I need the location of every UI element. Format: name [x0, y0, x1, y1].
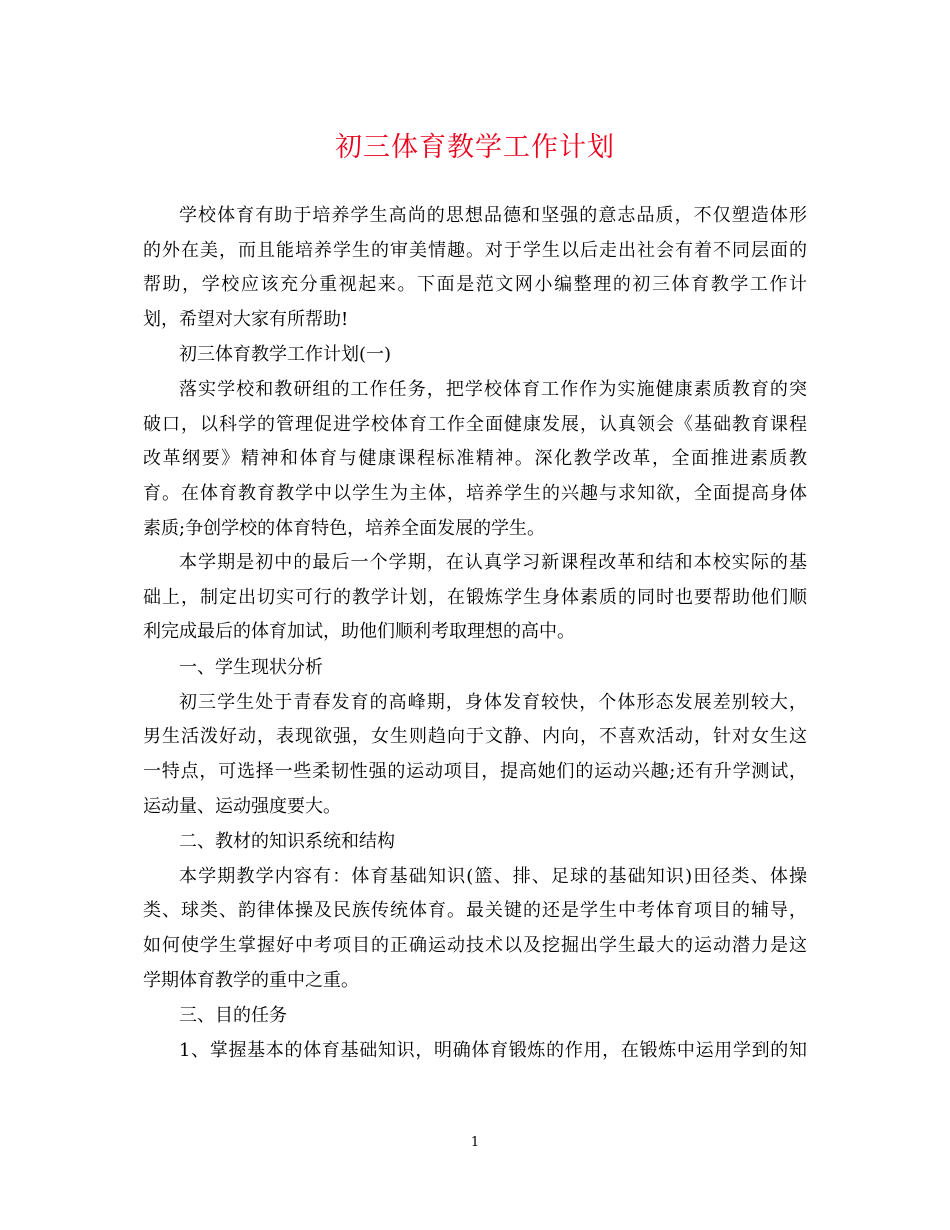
paragraph-line: 如何使学生掌握好中考项目的正确运动技术以及挖掘出学生最大的运动潜力是这	[143, 935, 807, 957]
page-title: 初三体育教学工作计划	[335, 132, 615, 163]
paragraph	[143, 1034, 807, 1069]
paragraph	[143, 546, 807, 650]
paragraph-line: 破口，以科学的管理促进学校体育工作全面健康发展，认真领会《基础教育课程	[143, 413, 807, 435]
paragraph-line: 础上，制定出切实可行的教学计划，在锻炼学生身体素质的同时也要帮助他们顺	[143, 586, 807, 608]
paragraph-line: 本学期教学内容有：体育基础知识(篮、排、足球的基础知识)田径类、体操	[179, 865, 807, 887]
section-heading: 一、学生现状分析	[179, 656, 323, 678]
page-number: 1	[470, 1135, 480, 1150]
paragraph	[143, 686, 807, 824]
paragraph-line: 育。在体育教育教学中以学生为主体，培养学生的兴趣与求知欲，全面提高身体	[143, 482, 807, 504]
paragraph-line: 一特点，可选择一些柔韧性强的运动项目，提高她们的运动兴趣;还有升学测试，	[143, 760, 807, 782]
paragraph-line: 落实学校和教研组的工作任务，把学校体育工作作为实施健康素质教育的突	[179, 379, 807, 401]
paragraph-line: 改革纲要》精神和体育与健康课程标准精神。深化教学改革，全面推进素质教	[143, 448, 807, 470]
paragraph-line: 本学期是初中的最后一个学期，在认真学习新课程改革和结和本校实际的基	[179, 552, 807, 574]
paragraph-line: 类、球类、韵律体操及民族传统体育。最关键的还是学生中考体育项目的辅导，	[143, 900, 807, 922]
paragraph-line: 运动量、运动强度要大。	[143, 795, 341, 817]
paragraph-line: 初三学生处于青春发育的高峰期，身体发育较快，个体形态发展差别较大，	[179, 691, 807, 713]
paragraph	[143, 373, 807, 546]
paragraph-line: 男生活泼好动，表现欲强，女生则趋向于文静、内向，不喜欢活动，针对女生这	[143, 726, 807, 748]
paragraph-line: 素质;争创学校的体育特色，培养全面发展的学生。	[143, 517, 546, 539]
paragraph-line: 帮助，学校应该充分重视起来。下面是范文网小编整理的初三体育教学工作计	[143, 274, 807, 296]
section-heading: 初三体育教学工作计划(一)	[179, 344, 392, 366]
paragraph-line: 利完成最后的体育加试，助他们顺利考取理想的高中。	[143, 621, 575, 643]
paragraph-line: 学校体育有助于培养学生高尚的思想品德和坚强的意志品质，不仅塑造体形	[179, 205, 807, 226]
section-heading: 三、目的任务	[179, 1005, 287, 1027]
section-heading: 二、教材的知识系统和结构	[179, 831, 395, 853]
paragraph-line: 的外在美，而且能培养学生的审美情趣。对于学生以后走出社会有着不同层面的	[143, 239, 807, 261]
paragraph	[143, 199, 807, 337]
document-body	[143, 199, 807, 1069]
paragraph	[143, 860, 807, 998]
paragraph-line: 划，希望对大家有所帮助!	[143, 308, 349, 330]
paragraph-line: 1、掌握基本的体育基础知识，明确体育锻炼的作用，在锻炼中运用学到的知	[179, 1040, 807, 1062]
paragraph-line: 学期体育教学的重中之重。	[143, 969, 359, 991]
